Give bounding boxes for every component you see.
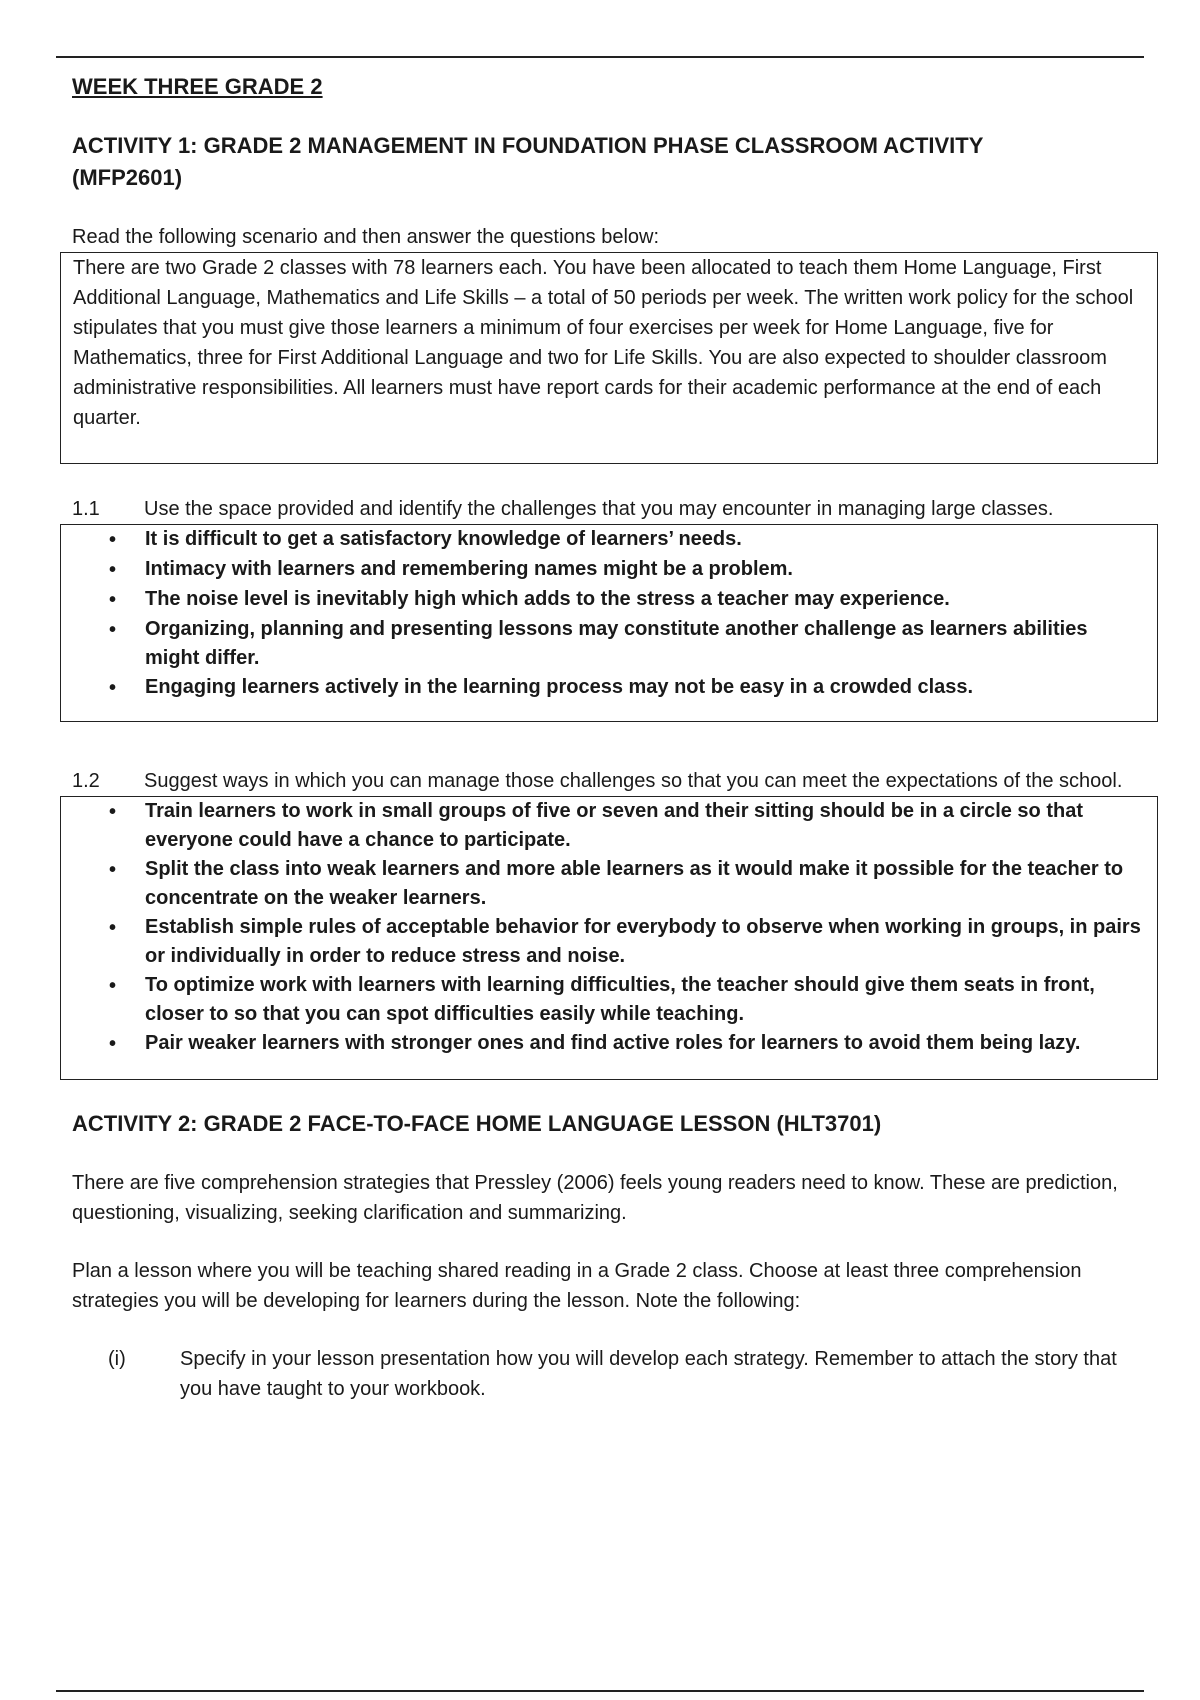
bullet-icon: • [109,589,117,611]
list-item [73,525,1147,555]
answer-text: To optimize work with learners with learning difficulties, the teacher should give them seats in front, closer to so that you can spot difficulties easily while teaching. [145,974,1095,1025]
bullet-icon: • [109,859,117,881]
bullet-icon: • [109,619,117,641]
answer-text: It is difficult to get a satisfactory knowledge of learners’ needs. [145,528,742,550]
item-label: (i) [108,1348,126,1370]
answer-text: Intimacy with learners and remembering names might be a problem. [145,558,793,580]
bullet-icon: • [109,559,117,581]
list-item [73,971,1147,1029]
item-i [72,1344,1152,1404]
answer-text: Pair weaker learners with stronger ones and find active roles for learners to avoid them being lazy. [145,1032,1081,1054]
list-item [73,555,1147,585]
answer-list-1-2 [73,797,1147,1059]
answer-text: Organizing, planning and presenting lessons may constitute another challenge as learners abilities might differ. [145,618,1088,669]
answer-text: The noise level is inevitably high which adds to the stress a teacher may experience. [145,588,950,610]
item-text: Specify in your lesson presentation how you will develop each strategy. Remember to attach the story that you have taught to your workbook. [180,1348,1117,1400]
answer-text: Train learners to work in small groups of five or seven and their sitting should be in a circle so that everyone could have a chance to participate. [145,800,1083,851]
bullet-icon: • [109,529,117,551]
answer-box-1-2 [60,796,1158,1080]
activity-1-heading: ACTIVITY 1: GRADE 2 MANAGEMENT IN FOUNDATION PHASE CLASSROOM ACTIVITY (MFP2601) [72,133,984,190]
question-1-1 [72,494,1152,524]
answer-text: Split the class into weak learners and more able learners as it would make it possible for the teacher to concentrate on the weaker learners. [145,858,1124,909]
scenario-box [60,252,1158,464]
list-item [73,615,1147,673]
scenario-text: There are two Grade 2 classes with 78 learners each. You have been allocated to teach them Home Language, First Additional Language, Mathematics and Life Skills – a total of 50 periods per week. The written work policy for the school stipulates that you must give those learners a minimum of four exercises per week for Home Language, five for Mathematics, three for First Additional Language and two for Life Skills. You are also expected to shoulder classroom administrative responsibilities. All learners must have report cards for their academic performance at the end of each quarter. [73,257,1134,429]
activity-2-heading: ACTIVITY 2: GRADE 2 FACE-TO-FACE HOME LANGUAGE LESSON (HLT3701) [72,1111,882,1136]
bullet-icon: • [109,677,117,699]
strategies-paragraph: There are five comprehension strategies that Pressley (2006) feels young readers need to know. These are prediction, questioning, visualizing, seeking clarification and summarizing. [72,1172,1118,1224]
list-item [73,913,1147,971]
list-item [73,673,1147,703]
question-number: 1.2 [72,770,100,792]
answer-box-1-1 [60,524,1158,722]
question-text: Use the space provided and identify the challenges that you may encounter in managing large classes. [144,498,1054,520]
list-item [73,1029,1147,1059]
list-item [73,855,1147,913]
question-text: Suggest ways in which you can manage those challenges so that you can meet the expectations of the school. [144,770,1123,792]
document-content [72,72,1152,1404]
top-rule [56,56,1144,58]
question-number: 1.1 [72,498,100,520]
list-item [73,797,1147,855]
bullet-icon: • [109,917,117,939]
question-1-2 [72,766,1152,796]
document-title: WEEK THREE GRADE 2 [72,74,323,99]
answer-text: Establish simple rules of acceptable behavior for everybody to observe when working in groups, in pairs or individually in order to reduce stress and noise. [145,916,1141,967]
bullet-icon: • [109,801,117,823]
bottom-rule [56,1690,1144,1692]
answer-text: Engaging learners actively in the learning process may not be easy in a crowded class. [145,676,974,698]
bullet-icon: • [109,1033,117,1055]
list-item [73,585,1147,615]
scenario-intro: Read the following scenario and then answer the questions below: [72,226,660,248]
answer-list-1-1 [73,525,1147,703]
bullet-icon: • [109,975,117,997]
lesson-plan-paragraph: Plan a lesson where you will be teaching shared reading in a Grade 2 class. Choose at least three comprehension strategies you will be developing for learners during the lesson. Note the following: [72,1260,1082,1312]
